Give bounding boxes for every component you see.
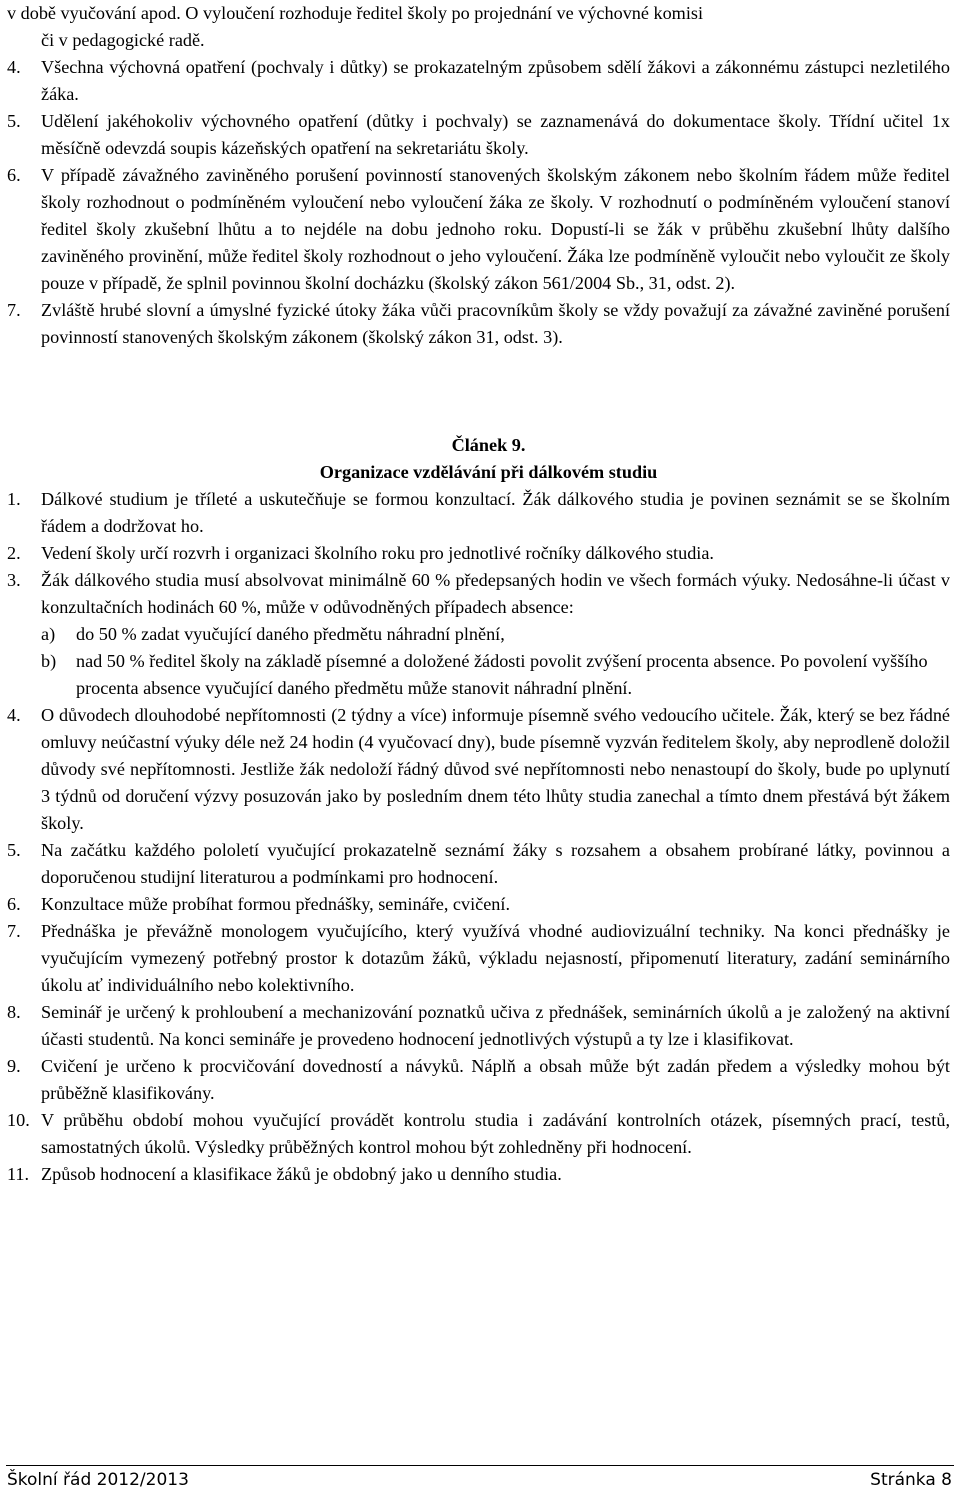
item-text: Udělení jakéhokoliv výchovného opatření (důtky i pochvaly) se zaznamenává do dokumentace školy. Třídní učitel 1x měsíčně odevzdá soupis kázeňských opatření na sekretariátu školy. xyxy=(41,111,950,158)
list-item xyxy=(7,108,950,162)
item-text: Způsob hodnocení a klasifikace žáků je obdobný jako u denního studia. xyxy=(41,1164,562,1184)
list-item xyxy=(7,702,950,837)
sub-item-letter: a) xyxy=(41,624,56,644)
article-title: Organizace vzdělávání při dálkovém studiu xyxy=(319,462,658,482)
list-item xyxy=(7,54,950,108)
sub-item-text: nad 50 % ředitel školy na základě písemné a doložené žádosti povolit zvýšení procenta absence. Po povolení vyššího procenta absence vyučující daného předmětu může stanovit náhradní plnění. xyxy=(76,651,928,698)
item-number: 1. xyxy=(7,489,21,509)
sub-item xyxy=(7,648,950,702)
item-number: 6. xyxy=(7,894,21,914)
document-body xyxy=(7,0,950,1188)
item-text: V průběhu období mohou vyučující provádět kontrolu studia i zadávání kontrolních otázek, písemných prací, testů, samostatných úkolů. Výsledky průběžných kontrol mohou být zohledněny při hodnocení. xyxy=(41,1110,950,1157)
footer-page-number: Stránka 8 xyxy=(870,1470,952,1490)
footer-divider xyxy=(6,1465,954,1466)
spacer xyxy=(7,351,950,432)
item-text: Konzultace může probíhat formou přednášky, semináře, cvičení. xyxy=(41,894,510,914)
item-number: 11. xyxy=(7,1164,30,1184)
item-number: 4. xyxy=(7,705,21,725)
item-number: 9. xyxy=(7,1056,21,1076)
item-number: 4. xyxy=(7,57,21,77)
list-item xyxy=(7,162,950,297)
item-text: Vedení školy určí rozvrh i organizaci školního roku pro jednotlivé ročníky dálkového studia. xyxy=(41,543,714,563)
list-item xyxy=(7,567,950,621)
list-item xyxy=(7,891,950,918)
item-text: Seminář je určený k prohloubení a mechanizování poznatků učiva z přednášek, seminárních úkolů a je založený na aktivní účasti studentů. Na konci semináře je provedeno hodnocení jednotlivých výstupů a ty lze i klasifikovat. xyxy=(41,1002,950,1049)
item-number: 2. xyxy=(7,543,21,563)
list-item xyxy=(7,1053,950,1107)
list-item xyxy=(7,1161,950,1188)
item-text: Na začátku každého pololetí vyučující prokazatelně seznámí žáky s rozsahem a obsahem probírané látky, povinnou a doporučenou studijní literaturou a podmínkami pro hodnocení. xyxy=(41,840,950,887)
list-item xyxy=(7,486,950,540)
list-item xyxy=(7,837,950,891)
item-text: Cvičení je určeno k procvičování dovedností a návyků. Náplň a obsah může být zadán předem a výsledky mohou být průběžně klasifikovány. xyxy=(41,1056,950,1103)
sub-item xyxy=(7,621,950,648)
sub-item-text: do 50 % zadat vyučující daného předmětu náhradní plnění, xyxy=(76,624,505,644)
item-text: V případě závažného zaviněného porušení povinností stanovených školským zákonem nebo školním řádem může ředitel školy rozhodnout o podmíněném vyloučení nebo vyloučení žáka ze školy. V rozhodnutí o podmíněném vyloučení stanoví ředitel školy zkušební lhůtu a to nejdéle na dobu jednoho roku. Dopustí-li se žák v průběhu zkušební lhůty dalšího zaviněného provinění, může ředitel školy rozhodnout o jeho vyloučení. Žáka lze podmíněně vyloučit nebo vyloučit ze školy pouze v případě, že splnil povinnou školní docházku (školský zákon 561/2004 Sb., 31, odst. 2). xyxy=(41,165,950,293)
intro-line: či v pedagogické radě. xyxy=(41,30,205,50)
sub-item-letter: b) xyxy=(41,651,57,671)
list-item xyxy=(7,297,950,351)
footer-document-title: Školní řád 2012/2013 xyxy=(7,1470,189,1490)
page-footer xyxy=(7,1470,952,1490)
item-number: 3. xyxy=(7,570,21,590)
item-number: 5. xyxy=(7,840,21,860)
item-number: 7. xyxy=(7,300,21,320)
list-item xyxy=(7,540,950,567)
item-number: 6. xyxy=(7,165,21,185)
item-text: Dálkové studium je tříleté a uskutečňuje se formou konzultací. Žák dálkového studia je povinen seznámit se se školním řádem a dodržovat ho. xyxy=(41,489,950,536)
intro-line: v době vyučování apod. O vyloučení rozhoduje ředitel školy po projednání ve výchovné komisi xyxy=(7,3,704,23)
item-text: Přednáška je převážně monologem vyučujícího, který využívá vhodné audiovizuální techniky. Na konci přednášky je vyučujícím vymezený potřebný prostor k dotazům žáků, výkladu nejasností, připomenutí literatury, zadání seminárního úkolu ať individuálního nebo kolektivního. xyxy=(41,921,950,995)
item-text: Zvláště hrubé slovní a úmyslné fyzické útoky žáka vůči pracovníkům školy se vždy považují za závažné zaviněné porušení povinností stanovených školským zákonem (školský zákon 31, odst. 3). xyxy=(41,300,950,347)
item-number: 10. xyxy=(7,1110,30,1130)
article-number: Článek 9. xyxy=(451,435,526,455)
item-number: 8. xyxy=(7,1002,21,1022)
item-text: Žák dálkového studia musí absolvovat minimálně 60 % předepsaných hodin ve všech formách výuky. Nedosáhne-li účast v konzultačních hodinách 60 %, může v odůvodněných případech absence: xyxy=(41,570,950,617)
list-item xyxy=(7,918,950,999)
item-text: Všechna výchovná opatření (pochvaly i důtky) se prokazatelným způsobem sdělí žákovi a zákonnému zástupci nezletilého žáka. xyxy=(41,57,950,104)
list-item xyxy=(7,999,950,1053)
item-number: 5. xyxy=(7,111,21,131)
item-text: O důvodech dlouhodobé nepřítomnosti (2 týdny a více) informuje písemně svého vedoucího učitele. Žák, který se bez řádné omluvy neúčastní výuky déle než 24 hodin (4 vyučovací dny), bude písemně vyzván ředitelem školy, aby neprodleně doložil důvody své nepřítomnosti. Jestliže žák nedoloží řádný důvod své nepřítomnosti nebo nenastoupí do školy, bude po uplynutí 3 týdnů od doručení výzvy posuzován jako by posledním dnem této lhůty studia zanechal a tímto dnem přestává být žákem školy. xyxy=(41,705,950,833)
item-number: 7. xyxy=(7,921,21,941)
list-item xyxy=(7,1107,950,1161)
